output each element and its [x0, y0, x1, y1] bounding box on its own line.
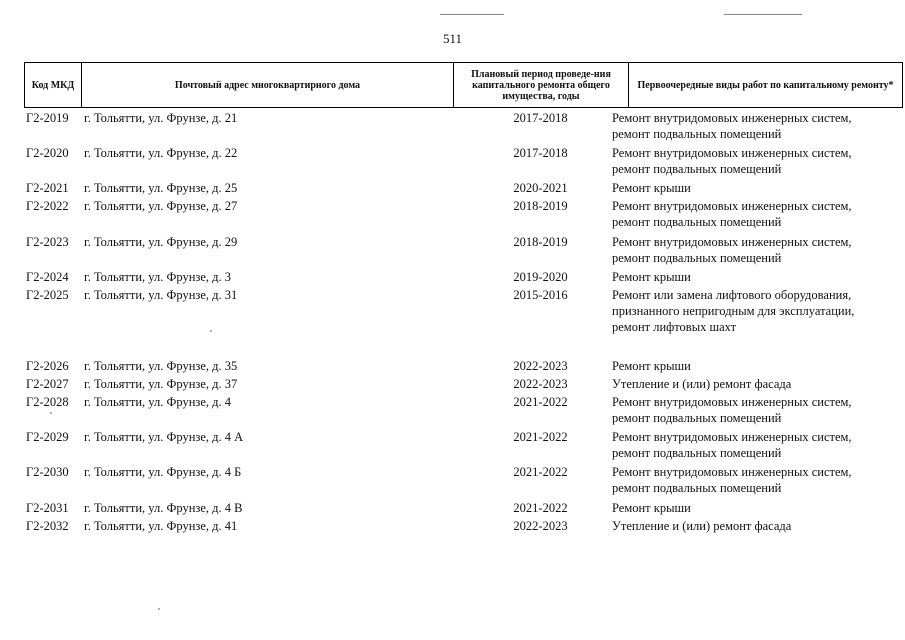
row-period: 2015-2016	[513, 288, 568, 302]
row-works-line: ремонт подвальных помещений	[612, 215, 782, 229]
row-works-line: ремонт лифтовых шахт	[612, 320, 737, 334]
header-code: Код МКД	[25, 63, 82, 107]
row-address: г. Тольятти, ул. Фрунзе, д. 29	[84, 235, 238, 249]
row-works-line: Ремонт крыши	[612, 270, 691, 284]
row-works-line: ремонт подвальных помещений	[612, 162, 782, 176]
row-code: Г2-2029	[26, 430, 69, 444]
row-address: г. Тольятти, ул. Фрунзе, д. 25	[84, 181, 238, 195]
row-address: г. Тольятти, ул. Фрунзе, д. 4 Б	[84, 465, 242, 479]
row-period: 2022-2023	[513, 519, 568, 533]
row-works	[612, 358, 902, 374]
row-works	[612, 145, 902, 177]
row-period: 2017-2018	[513, 111, 568, 125]
row-works-line: Ремонт внутридомовых инженерных систем,	[612, 199, 852, 213]
page-number: 511	[442, 31, 463, 46]
header-period: Плановый период проведе-ния капитального ремонта общего имущества, годы	[454, 63, 629, 107]
row-works	[612, 376, 902, 392]
row-works-line: Ремонт внутридомовых инженерных систем,	[612, 235, 852, 249]
scan-speck	[50, 412, 52, 414]
top-rule-left	[440, 14, 504, 15]
row-address: г. Тольятти, ул. Фрунзе, д. 31	[84, 288, 238, 302]
row-address: г. Тольятти, ул. Фрунзе, д. 37	[84, 377, 238, 391]
row-period: 2021-2022	[513, 465, 568, 479]
header-address: Почтовый адрес многоквартирного дома	[82, 63, 454, 107]
row-period: 2019-2020	[513, 270, 568, 284]
row-works	[612, 287, 902, 335]
row-address: г. Тольятти, ул. Фрунзе, д. 4 В	[84, 501, 243, 515]
row-works-line: признанного непригодным для эксплуатации,	[612, 304, 855, 318]
row-code: Г2-2023	[26, 235, 69, 249]
scan-speck	[158, 608, 160, 610]
row-works	[612, 110, 902, 142]
row-works-line: ремонт подвальных помещений	[612, 127, 782, 141]
row-period: 2021-2022	[513, 430, 568, 444]
row-code: Г2-2025	[26, 288, 69, 302]
row-period: 2021-2022	[513, 501, 568, 515]
row-works-line: Ремонт внутридомовых инженерных систем,	[612, 395, 852, 409]
row-works-line: ремонт подвальных помещений	[612, 251, 782, 265]
row-works-line: Ремонт крыши	[612, 501, 691, 515]
row-works-line: Ремонт внутридомовых инженерных систем,	[612, 465, 852, 479]
row-works-line: Ремонт внутридомовых инженерных систем,	[612, 111, 852, 125]
row-period: 2022-2023	[513, 359, 568, 373]
row-code: Г2-2028	[26, 395, 69, 409]
row-address: г. Тольятти, ул. Фрунзе, д. 41	[84, 519, 238, 533]
row-code: Г2-2020	[26, 146, 69, 160]
row-code: Г2-2030	[26, 465, 69, 479]
row-address: г. Тольятти, ул. Фрунзе, д. 4 А	[84, 430, 244, 444]
row-period: 2018-2019	[513, 235, 568, 249]
row-code: Г2-2021	[26, 181, 69, 195]
row-address: г. Тольятти, ул. Фрунзе, д. 27	[84, 199, 238, 213]
row-works-line: Утепление и (или) ремонт фасада	[612, 377, 792, 391]
row-works	[612, 518, 902, 534]
row-works-line: Ремонт внутридомовых инженерных систем,	[612, 146, 852, 160]
row-works	[612, 269, 902, 285]
row-address: г. Тольятти, ул. Фрунзе, д. 22	[84, 146, 238, 160]
row-works-line: Ремонт крыши	[612, 359, 691, 373]
row-address: г. Тольятти, ул. Фрунзе, д. 21	[84, 111, 238, 125]
row-address: г. Тольятти, ул. Фрунзе, д. 4	[84, 395, 231, 409]
row-code: Г2-2024	[26, 270, 69, 284]
row-works	[612, 180, 902, 196]
row-period: 2020-2021	[513, 181, 568, 195]
row-address: г. Тольятти, ул. Фрунзе, д. 35	[84, 359, 238, 373]
row-code: Г2-2031	[26, 501, 69, 515]
row-works-line: Ремонт крыши	[612, 181, 691, 195]
header-works: Первоочередные виды работ по капитальному ремонту*	[637, 79, 894, 91]
row-period: 2021-2022	[513, 395, 568, 409]
top-rule-right	[724, 14, 802, 15]
table-header	[24, 62, 903, 108]
row-works-line: Ремонт внутридомовых инженерных систем,	[612, 430, 852, 444]
row-works-line: Ремонт или замена лифтового оборудования,	[612, 288, 852, 302]
row-works	[612, 198, 902, 230]
row-works	[612, 234, 902, 266]
row-address: г. Тольятти, ул. Фрунзе, д. 3	[84, 270, 231, 284]
row-code: Г2-2027	[26, 377, 69, 391]
row-works	[612, 429, 902, 461]
row-works	[612, 500, 902, 516]
row-works	[612, 464, 902, 496]
row-code: Г2-2026	[26, 359, 69, 373]
row-works	[612, 394, 902, 426]
row-code: Г2-2032	[26, 519, 69, 533]
row-period: 2022-2023	[513, 377, 568, 391]
row-period: 2017-2018	[513, 146, 568, 160]
row-works-line: ремонт подвальных помещений	[612, 411, 782, 425]
row-period: 2018-2019	[513, 199, 568, 213]
row-works-line: ремонт подвальных помещений	[612, 481, 782, 495]
row-works-line: ремонт подвальных помещений	[612, 446, 782, 460]
scan-speck	[210, 330, 212, 332]
row-works-line: Утепление и (или) ремонт фасада	[612, 519, 792, 533]
row-code: Г2-2022	[26, 199, 69, 213]
row-code: Г2-2019	[26, 111, 69, 125]
